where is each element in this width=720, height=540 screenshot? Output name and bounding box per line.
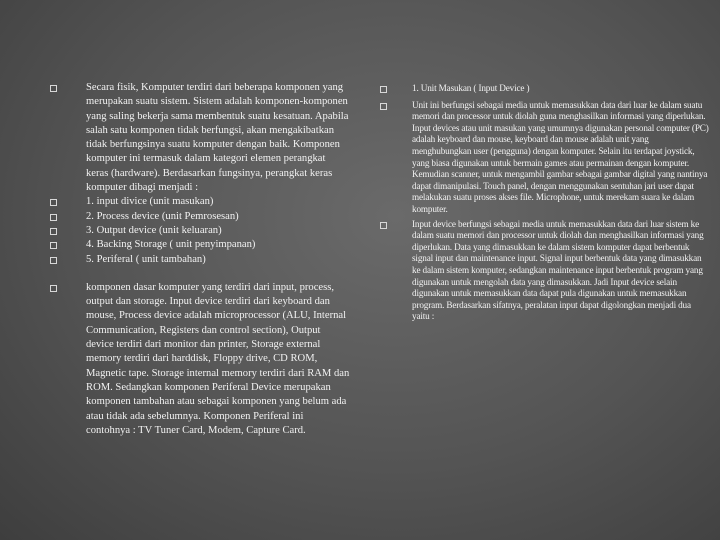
right-column [380,83,710,323]
bullet-list-item [50,253,350,267]
bullet-marker [380,222,387,229]
bullet-text: Input device berfungsi sebagai media untuk memasukkan data dari luar sistem ke dalam suatu memori dan processor untuk diolah dan menghasilkan informasi yang diperlukan. Data yang dimasukkan ke dalam sistem komputer dapat berbentuk signal input dan maintenance input. Signal input berbentuk data yang dimasukkan ke dalam sistem komputer, sedangkan maintenance input berbentuk program yang digunakan untuk mengolah data yang dimasukkan. Jadi Input device selain digunakan untuk memasukkan data dapat pula digunakan untuk memasukkan program. Berdasarkan sifatnya, peralatan input dapat digolongkan menjadi dua yaitu : [412,218,704,322]
bullet-intro [50,81,350,195]
bullet-marker [380,103,387,110]
bullet-marker [50,257,57,264]
bullet-marker [50,85,57,92]
bullet-text: 1. input divice (unit masukan) [86,196,214,208]
left-column [50,81,350,438]
bullet-marker [50,214,57,221]
bullet-list-item [50,195,350,209]
bullet-text: 5. Periferal ( unit tambahan) [86,253,206,265]
bullet-list-item [50,210,350,224]
bullet-marker [50,242,57,249]
bullet-marker [380,86,387,93]
bullet-text: komponen dasar komputer yang terdiri dari input, process, output dan storage. Input device terdiri dari keyboard dan mouse, Process device adalah microprocessor (ALU, Internal Communication, Registers dan control section), Output device terdiri dari monitor dan printer, Storage external memory terdiri dari harddisk, Floppy drive, CD ROM, Magnetic tape. Storage internal memory terdiri dari RAM dan ROM. Sedangkan komponen Periferal Device merupakan komponen tambahan atau sebagai komponen yang belum ada atau tidak ada sebelumnya. Komponen Periferal ini contohnya : TV Tuner Card, Modem, Capture Card. [86,281,350,436]
bullet-components [50,281,350,438]
bullet-heading [380,83,710,95]
bullet-marker [50,228,57,235]
bullet-list-item [50,224,350,238]
bullet-text: 3. Output device (unit keluaran) [86,224,222,236]
bullet-marker [50,199,57,206]
bullet-text: Unit ini berfungsi sebagai media untuk memasukkan data dari luar ke dalam suatu memori dan processor untuk diolah guna menghasilkan informasi yang diperlukan. Input devices atau unit masukan yang umumnya digunakan personal computer (PC) adalah keyboard dan mouse, keyboard dan mouse adalah unit yang menghubungkan user (pengguna) dengan komputer. Selain itu terdapat joystick, yang biasa digunakan untuk bermain games atau permainan dengan komputer. Kemudian scanner, untuk mengambil gambar sebagai gambar digital yang nantinya dapat dimanipulasi. Touch panel, dengan menggunakan sentuhan jari user dapat melakukan suatu proses akses file. Microphone, untuk merekam suara ke dalam komputer. [412,99,709,214]
bullet-list-item [50,238,350,252]
bullet-paragraph [380,100,710,216]
bullet-text: Secara fisik, Komputer terdiri dari beberapa komponen yang merupakan suatu sistem. Sistem adalah komponen-komponen yang saling bekerja sama membentuk suatu kesatuan. Apabila salah satu komponen tidak berfungsi, akan mengakibatkan tidak berfungsinya suatu komputer dengan baik. Komponen komputer ini termasuk dalam kategori elemen perangkat keras (hardware). Berdasarkan fungsinya, perangkat keras komputer dibagi menjadi : [86,82,349,194]
bullet-text: 4. Backing Storage ( unit penyimpanan) [86,239,256,251]
bullet-marker [50,285,57,292]
bullet-paragraph [380,219,710,323]
bullet-text: 1. Unit Masukan ( Input Device ) [412,83,530,93]
bullet-text: 2. Process device (unit Pemrosesan) [86,210,239,222]
